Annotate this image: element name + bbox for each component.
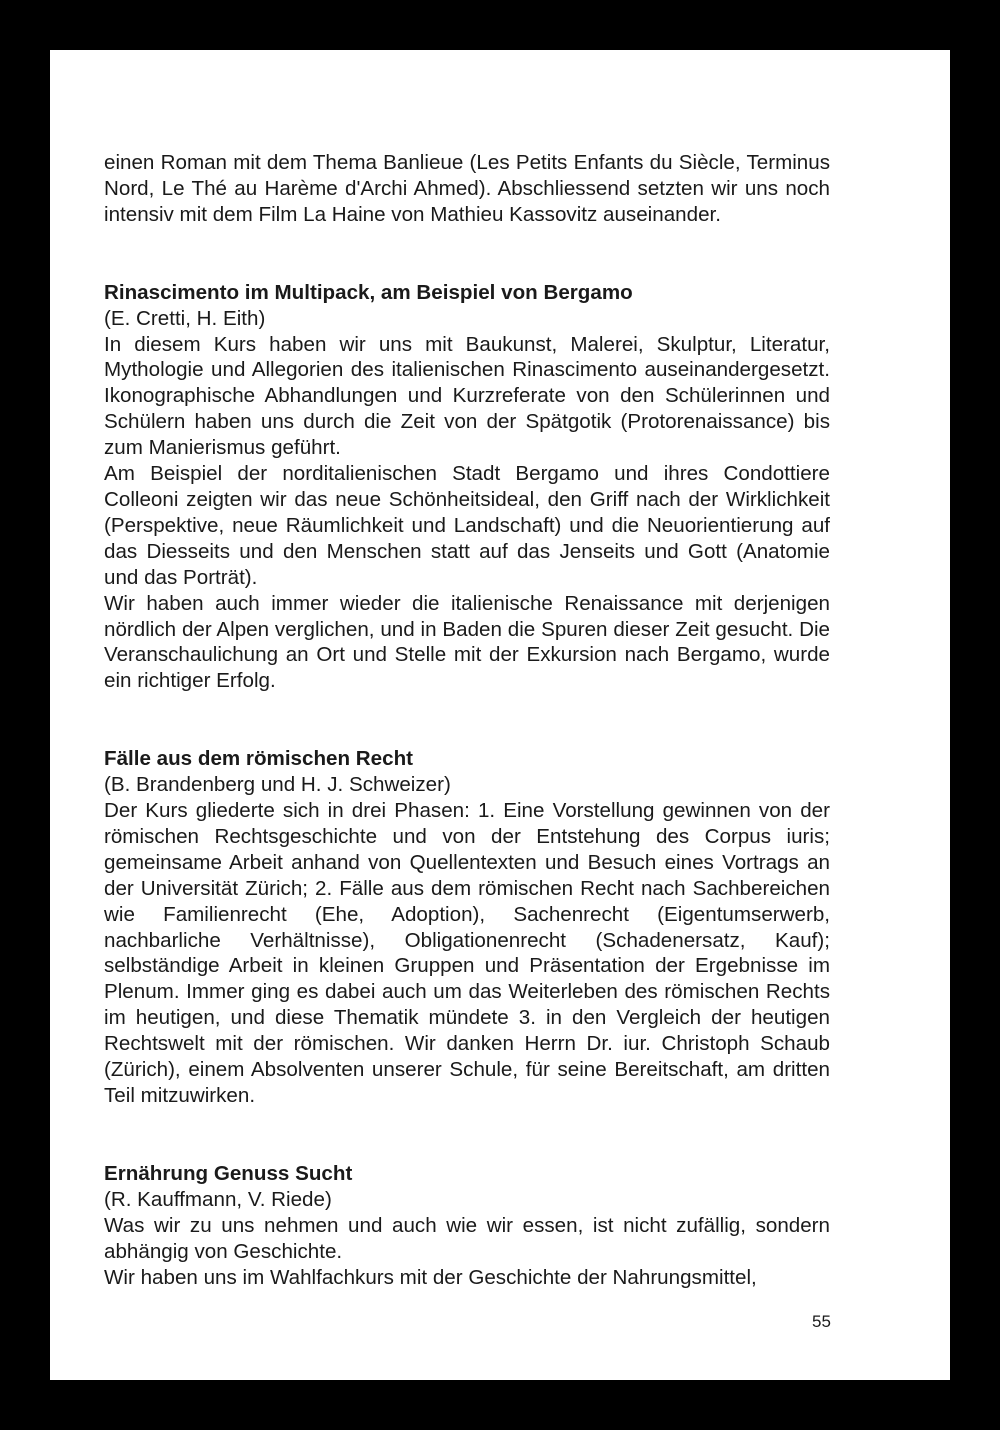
section-rinascimento [104, 280, 830, 695]
section-authors: (E. Cretti, H. Eith) [104, 306, 266, 330]
section-paragraph: Am Beispiel der norditalienischen Stadt Bergamo und ihres Condottiere Colleoni zeigten wir das neue Schönheitsideal, den Griff nach der Wirklichkeit (Perspektive, neue Räumlichkeit und Landschaft) und die Neuorientierung auf das Diesseits und den Menschen statt auf das Jenseits und Gott (Anatomie und das Porträt). [104, 462, 830, 589]
section-authors: (B. Brandenberg und H. J. Schweizer) [104, 773, 451, 797]
section-title: Ernährung Genuss Sucht [104, 1161, 353, 1185]
document-page [50, 50, 950, 1380]
section-roemisches-recht [104, 746, 830, 1109]
section-paragraph: Wir haben uns im Wahlfachkurs mit der Geschichte der Nahrungsmittel, [104, 1265, 757, 1289]
section-title: Fälle aus dem römischen Recht [104, 747, 414, 771]
section-paragraph: Der Kurs gliederte sich in drei Phasen: 1. Eine Vorstellung gewinnen von der römischen Rechtsgeschichte und von der Entstehung des Corpus iuris; gemeinsame Arbeit anhand von Quellentexten und Besuch eines Vortrags an der Universität Zürich; 2. Fälle aus dem römischen Recht nach Sachbereichen wie Familienrecht (Ehe, Adoption), Sachenrecht (Eigentumserwerb, nachbarliche Verhältnisse), Obligationenrecht (Schadenersatz, Kauf); selbständige Arbeit in kleinen Gruppen und Präsentation der Ergebnisse im Plenum. Immer ging es dabei auch um das Weiterleben des römischen Rechts im heutigen, und diese Thematik mündete 3. in den Vergleich der heutigen Rechtswelt mit der römischen. Wir danken Herrn Dr. iur. Christoph Schaub (Zürich), einem Absolventen unserer Schule, für seine Bereitschaft, am dritten Teil mitzuwirken. [104, 799, 830, 1107]
section-paragraph: In diesem Kurs haben wir uns mit Baukunst, Malerei, Skulptur, Literatur, Mythologie und Allegorien des italienischen Rinascimento auseinandergesetzt. Ikonographische Abhandlungen und Kurzreferate von den Schülerinnen und Schülern haben uns durch die Zeit von der Spätgotik (Protorenaissance) bis zum Manierismus geführt. [104, 332, 830, 460]
page-number: 55 [812, 1312, 831, 1331]
section-title: Rinascimento im Multipack, am Beispiel von Bergamo [104, 280, 633, 304]
section-authors: (R. Kauffmann, V. Riede) [104, 1187, 332, 1211]
section-paragraph: Wir haben auch immer wieder die italienische Renaissance mit derjenigen nördlich der Alpen verglichen, und in Baden die Spuren dieser Zeit gesucht. Die Veranschaulichung an Ort und Stelle mit der Exkursion nach Bergamo, wurde ein richtiger Erfolg. [104, 591, 830, 693]
section-paragraph: Was wir zu uns nehmen und auch wie wir essen, ist nicht zufällig, sondern abhängig von Geschichte. [104, 1213, 830, 1263]
page-content [104, 150, 830, 1290]
section-ernaehrung [104, 1161, 830, 1291]
intro-paragraph: einen Roman mit dem Thema Banlieue (Les Petits Enfants du Siècle, Terminus Nord, Le Thé au Harème d'Archi Ahmed). Abschliessend setzten wir uns noch intensiv mit dem Film La Haine von Mathieu Kassovitz auseinander. [104, 151, 830, 226]
